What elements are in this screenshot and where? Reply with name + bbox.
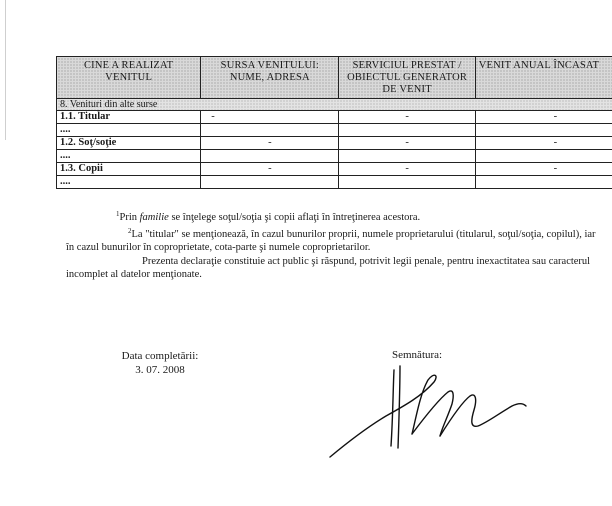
income-table bbox=[56, 56, 612, 189]
signature-label: Semnătura: bbox=[392, 349, 443, 361]
header-who-earned: CINE A REALIZAT VENITUL bbox=[57, 57, 201, 99]
row-label: .... bbox=[57, 150, 201, 163]
page-edge-line bbox=[5, 0, 6, 140]
section-title: 8. Venituri din alte surse bbox=[57, 99, 612, 111]
cell-income bbox=[475, 150, 612, 163]
cell-service: - bbox=[339, 163, 475, 176]
cell-source bbox=[201, 124, 339, 137]
row-label: 1.1. Titular bbox=[57, 111, 201, 124]
cell-source bbox=[201, 150, 339, 163]
cell-income bbox=[475, 176, 612, 189]
cell-income: - bbox=[475, 137, 612, 150]
completion-date: 3. 07. 2008 bbox=[135, 364, 185, 376]
footnote-1-pre: Prin bbox=[119, 212, 140, 223]
footnote-1-mark: 1 bbox=[116, 210, 120, 218]
cell-income bbox=[475, 124, 612, 137]
cell-source bbox=[201, 176, 339, 189]
completion-date-block bbox=[110, 349, 210, 377]
footnote-1-post: se înţelege soţul/soţia şi copii aflaţi în întreţinerea acestora. bbox=[168, 212, 421, 223]
cell-income: - bbox=[475, 111, 612, 124]
cell-source: - bbox=[201, 137, 339, 150]
table-row bbox=[57, 137, 612, 150]
cell-service: - bbox=[339, 111, 475, 124]
cell-source: - bbox=[201, 163, 339, 176]
handwritten-signature bbox=[320, 360, 540, 470]
row-label: 1.3. Copii bbox=[57, 163, 201, 176]
row-label: .... bbox=[57, 176, 201, 189]
cell-service: - bbox=[339, 137, 475, 150]
table-row bbox=[57, 163, 612, 176]
footnote-2 bbox=[66, 225, 606, 255]
row-label: 1.2. Soţ/soţie bbox=[57, 137, 201, 150]
footnote-2-text: La "titular" se menţionează, în cazul bunurilor proprii, numele proprietarului (titularul, soţul/soţia, copilul), iar în cazul bunurilor în coproprietate, cota-parte şi numele coproprietarilor. bbox=[66, 228, 596, 253]
section-row bbox=[57, 99, 612, 111]
table-row bbox=[57, 150, 612, 163]
table-row bbox=[57, 111, 612, 124]
income-table-wrapper bbox=[56, 56, 612, 189]
footnote-2-mark: 2 bbox=[128, 226, 132, 235]
table-row bbox=[57, 176, 612, 189]
declaration-statement: Prezenta declaraţie constituie act public şi răspund, potrivit legii penale, pentru inexactitatea sau caracterul incomplet al datelor menţionate. bbox=[66, 255, 591, 280]
footnotes bbox=[66, 208, 606, 282]
cell-service bbox=[339, 176, 475, 189]
completion-label: Data completării: bbox=[121, 350, 199, 362]
table-row bbox=[57, 124, 612, 137]
table-header-row bbox=[57, 57, 612, 99]
header-income-source: SURSA VENITULUI: NUME, ADRESA bbox=[201, 57, 339, 99]
row-label: .... bbox=[57, 124, 201, 137]
header-annual-income: VENIT ANUAL ÎNCASAT bbox=[475, 57, 612, 99]
cell-source: - bbox=[201, 111, 339, 124]
footnote-1 bbox=[66, 208, 606, 225]
header-service-provided: SERVICIUL PRESTAT / OBIECTUL GENERATOR DE VENIT bbox=[339, 57, 475, 99]
footnote-1-italic: familie bbox=[139, 212, 169, 223]
cell-service bbox=[339, 124, 475, 137]
cell-service bbox=[339, 150, 475, 163]
cell-income: - bbox=[475, 163, 612, 176]
